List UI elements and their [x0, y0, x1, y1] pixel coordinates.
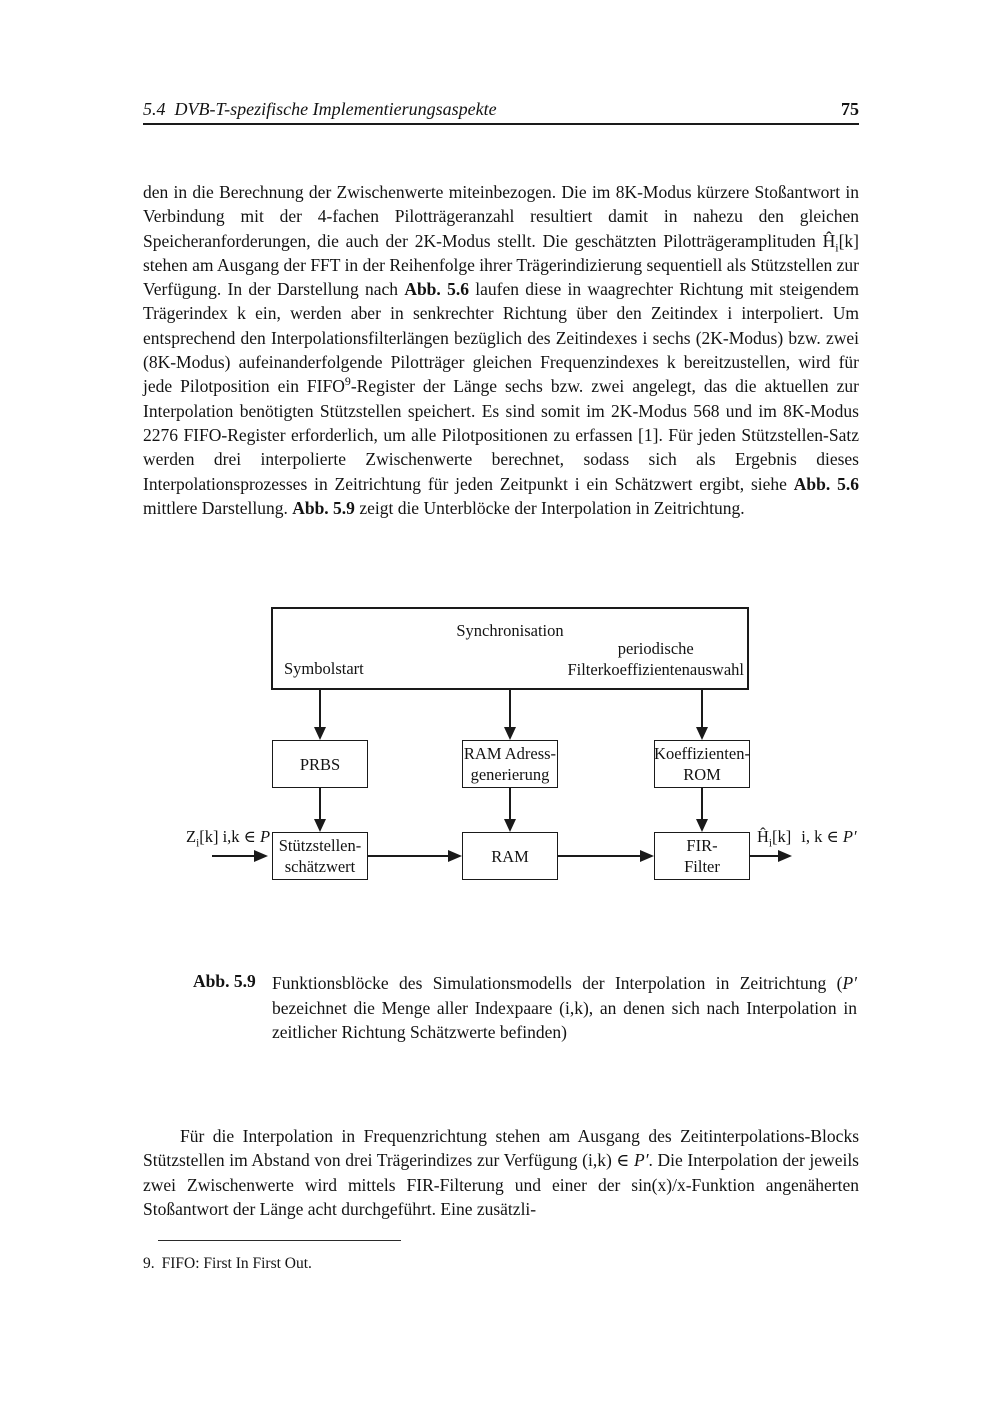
caption-p-prime: P′: [842, 973, 857, 993]
p1-text-6: zeigt die Unterblöcke der Interpolation in Zeitrichtung.: [354, 497, 745, 518]
input-z-sub: i: [196, 837, 200, 850]
arrow-sync-to-prbs-line: [319, 690, 321, 727]
arrow-stuetz-to-ram-line: [368, 855, 448, 857]
paragraph-1: [143, 180, 859, 520]
h-hat-symbol: [822, 230, 839, 255]
caption-label: Abb. 5.9: [193, 971, 256, 991]
p1-text-1: den in die Berechnung der Zwischenwerte miteinbezogen. Die im 8K-Modus kürzere Stoßantwort in Verbindung mit der 4-fachen Pilotträgeranzahl resultiert damit in nahezu den gleichen Speicheranforderungen, die auch der 2K-Modus stellt. Die geschätzten Pilotträgeramplituden: [143, 182, 859, 251]
output-hhat: Ĥ: [757, 827, 769, 846]
coefficient-rom-box: [654, 740, 750, 788]
section-number: 5.4: [143, 99, 166, 119]
arrow-sync-to-prbs-head: [314, 727, 326, 740]
ram-box: [462, 832, 558, 880]
caption-text-2: bezeichnet die Menge aller Indexpaare (i,k), an denen sich nach Interpolation in zeitlicher Richtung Schätzwerte befinden): [272, 997, 857, 1043]
output-h-sub: i: [768, 837, 773, 850]
arrow-prbs-to-stuetz-head: [314, 819, 326, 832]
arrow-sync-to-ramaddr-line: [509, 690, 511, 727]
arrow-ram-to-fir-head: [640, 850, 654, 862]
fir-filter-box: [654, 832, 750, 880]
footnote-number: 9.: [143, 1255, 155, 1272]
footnote-marker-9: 9: [344, 374, 351, 389]
p1-hhat: Ĥ: [822, 230, 836, 251]
filtersel-line2: Filterkoeffizientenauswahl: [567, 660, 744, 679]
arrow-ramaddr-to-ram-head: [504, 819, 516, 832]
arrow-rom-to-fir-line: [701, 788, 703, 819]
input-rest: [k] i,k ∈: [199, 827, 261, 846]
figure-5-9-diagram: [0, 595, 1000, 925]
arrow-ram-to-fir-line: [558, 855, 640, 857]
ram-label: RAM: [491, 846, 529, 866]
arrow-sync-to-rom-line: [701, 690, 703, 727]
fir-line2: Filter: [684, 857, 720, 876]
input-arrow-head: [254, 850, 268, 862]
caption-text-1: Funktionsblöcke des Simulationsmodells der Interpolation in Zeitrichtung (: [272, 973, 843, 993]
p1-text-2: [k] stehen am Ausgang der FFT in der Reihenfolge ihrer Trägerindizierung sequentiell als Stützstellen zur Verfügung. In der Darstellung nach: [143, 230, 859, 300]
arrow-prbs-to-stuetz-line: [319, 788, 321, 819]
output-rest: i, k ∈: [801, 827, 843, 846]
section-title: DVB-T-spezifische Implementierungsaspekte: [174, 99, 497, 119]
output-arrow-head: [778, 850, 792, 862]
section-heading: [143, 99, 497, 120]
sync-box-title: Synchronisation: [456, 621, 564, 640]
p2-p-prime: P′: [634, 1150, 649, 1171]
paragraph-2: [143, 1124, 859, 1221]
input-signal-label: [186, 826, 271, 850]
header-rule: [143, 123, 859, 125]
running-header: [143, 99, 859, 120]
fir-line1: FIR-: [686, 836, 718, 855]
figure-ref-5-9: Abb. 5.9: [292, 497, 355, 518]
arrow-sync-to-rom-head: [696, 727, 708, 740]
coeff-rom-line1: Koeffizienten-: [654, 744, 750, 763]
p1-text-5: mittlere Darstellung.: [143, 497, 293, 518]
p1-text-4: -Register der Länge sechs bzw. zwei angelegt, das die aktuellen zur Interpolation benötigten Stützstellen speichert. Es sind somit im 2K-Modus 568 und im 8K-Modus 2276 FIFO-Register erforderlich, um alle Pilotpositionen zu erfassen [1]. Für jeden Stützstellen-Satz werden drei interpolierte Zwischenwerte berechnet, sodass sich als Ergebnis dieses Interpolationsprozesses in Zeitrichtung für jeden Zeitpunkt i ein Schätzwert ergibt, siehe: [143, 376, 859, 494]
output-signal-label: [757, 826, 857, 850]
arrow-rom-to-fir-head: [696, 819, 708, 832]
p2-text-1: Für die Interpolation in Frequenzrichtung stehen am Ausgang des Zeitinterpolations-Blocks Stützstellen im Abstand von drei Trägerindizes zur Verfügung (i,k) ∈: [143, 1126, 859, 1171]
p1-hhat-sub: i: [835, 240, 839, 255]
input-arrow-line: [212, 855, 254, 857]
input-z: Z: [186, 827, 197, 846]
output-set-p-prime: P′: [842, 827, 857, 846]
ram-address-generation-box: [462, 740, 558, 788]
footnote-text: FIFO: First In First Out.: [161, 1255, 312, 1272]
stuetz-line2: schätzwert: [284, 857, 356, 876]
caption-text: [272, 971, 857, 1045]
coeff-rom-line2: ROM: [683, 765, 721, 784]
input-set-p: P: [260, 827, 271, 846]
figure-ref-5-6: Abb. 5.6: [404, 279, 469, 300]
arrow-stuetz-to-ram-head: [448, 850, 462, 862]
output-bracket: [k]: [772, 827, 792, 846]
output-arrow-line: [750, 855, 778, 857]
sync-box: [271, 607, 749, 690]
prbs-box: [272, 740, 368, 788]
footnote: [143, 1254, 312, 1274]
ram-addr-line1: RAM Adress-: [463, 744, 557, 763]
footnote-rule: [158, 1240, 401, 1241]
figure-ref-5-6b: Abb. 5.6: [793, 473, 859, 494]
p2-text-2: . Die Interpolation der jeweils zwei Zwischenwerte wird mittels FIR-Filterung und einer der sin(x)/x-Funktion angenäherten Stoßantwort der Länge acht durchgeführt. Eine zusätzli-: [143, 1150, 859, 1219]
filter-coefficient-select-label: [567, 638, 744, 680]
p1-text-3: laufen diese in waagrechter Richtung mit steigendem Trägerindex k ein, werden aber in senkrechter Richtung über den Zeitindex i interpoliert. Um entsprechend den Interpolationsfilterlängen bezüglich des Zeitindexes i sechs (2K-Modus) bzw. zwei (8K-Modus) aufeinanderfolgende Pilotträger gleichen Frequenzindexes k bereitzustellen, wird für jede Pilotposition ein FIFO: [143, 279, 859, 397]
arrow-ramaddr-to-ram-line: [509, 788, 511, 819]
arrow-sync-to-ramaddr-head: [504, 727, 516, 740]
symbolstart-label: Symbolstart: [284, 659, 364, 678]
stuetz-line1: Stützstellen-: [278, 836, 362, 855]
filtersel-line1: periodische: [617, 639, 694, 658]
prbs-label: PRBS: [299, 754, 341, 774]
stuetzstellen-box: [272, 832, 368, 880]
ram-addr-line2: generierung: [470, 765, 550, 784]
page-number: 75: [841, 99, 859, 119]
